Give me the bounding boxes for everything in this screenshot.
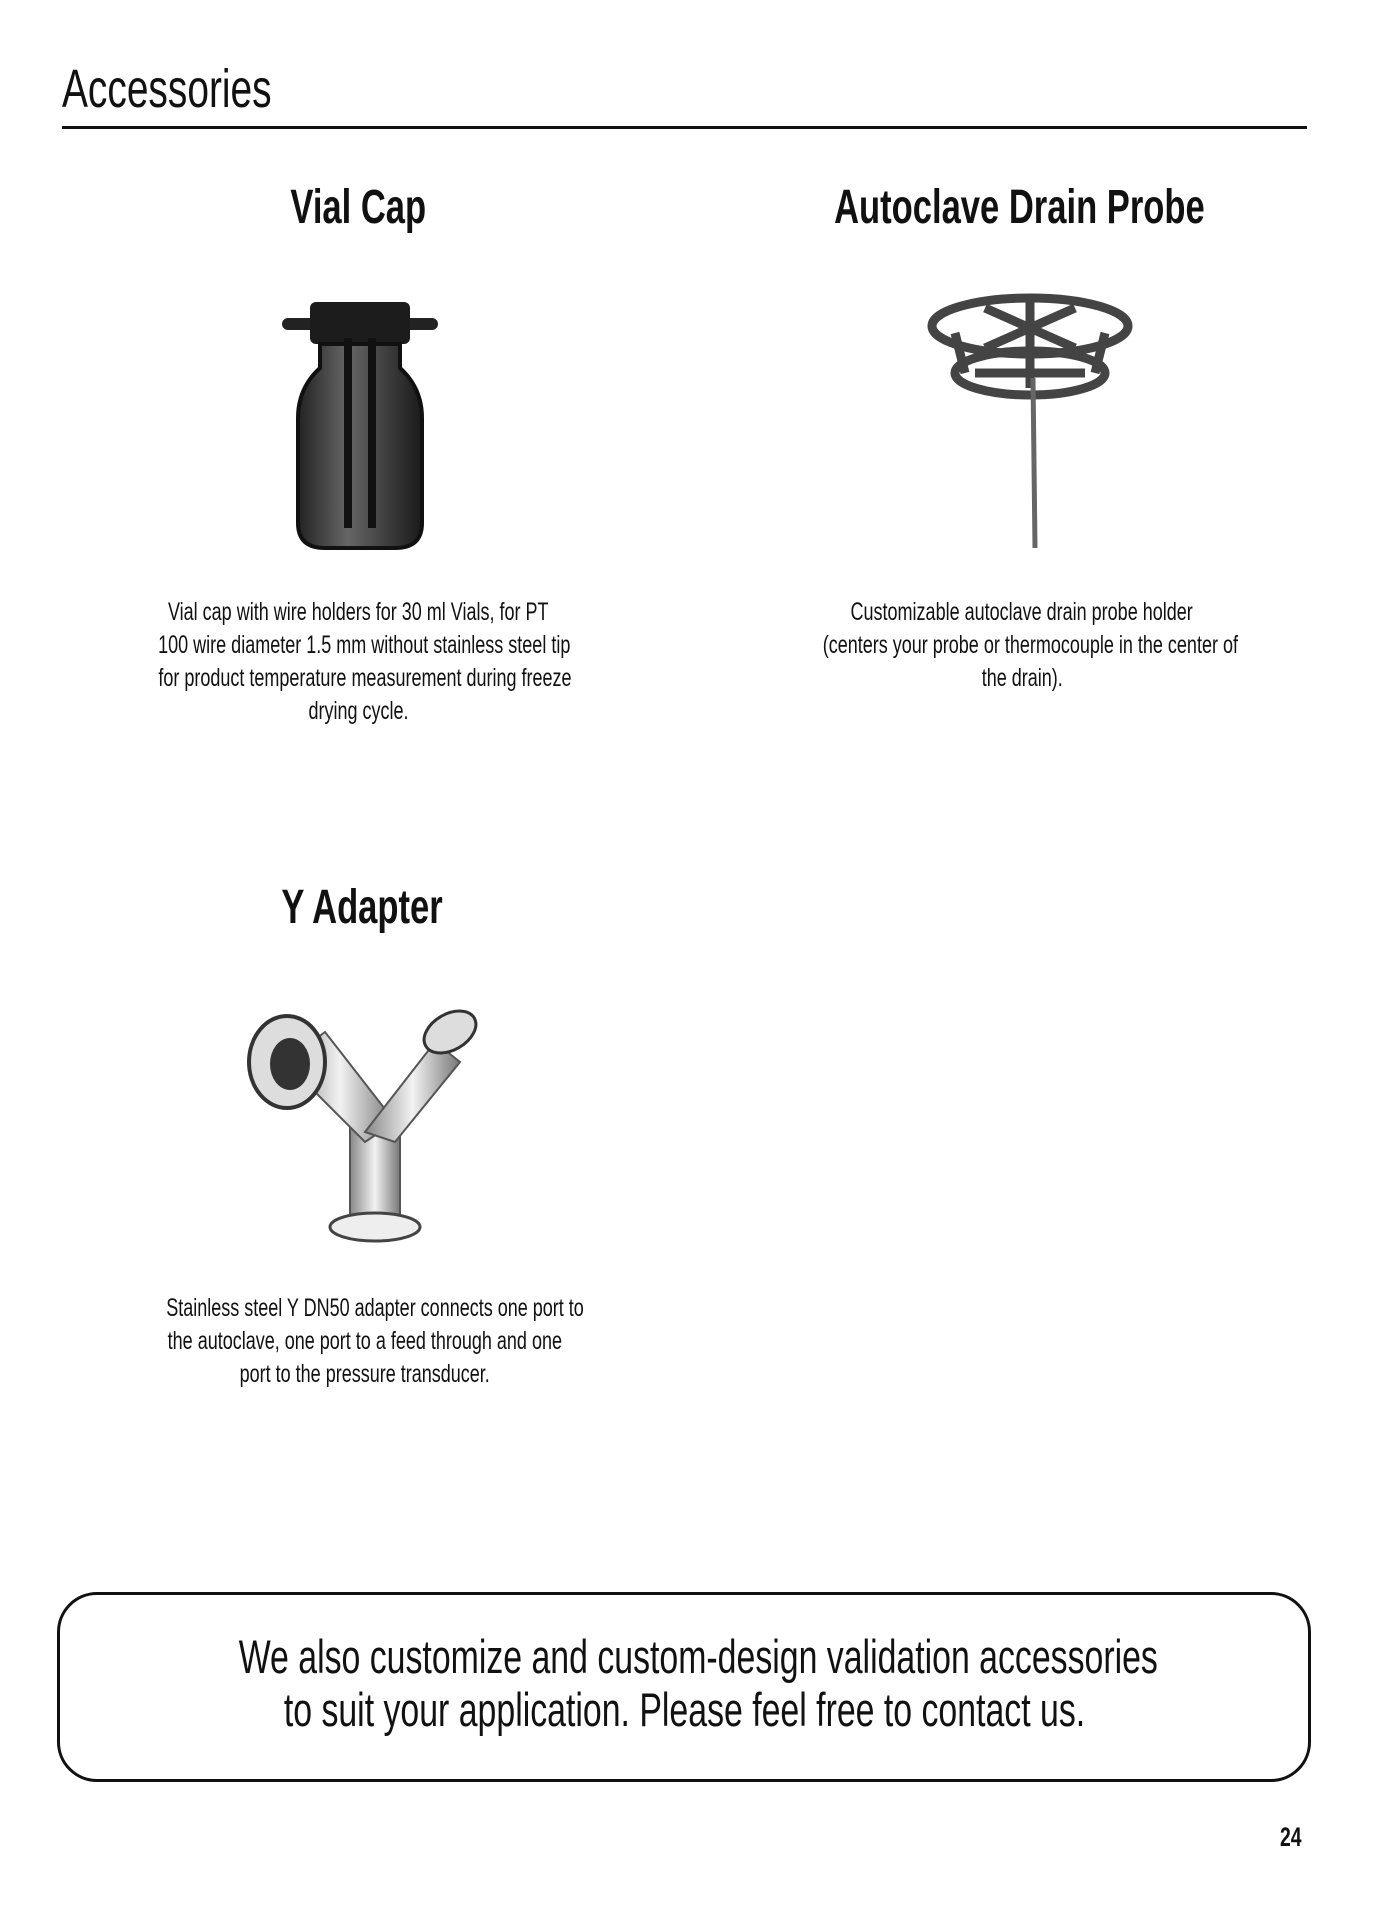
description-line: for product temperature measurement during freeze [158, 664, 572, 692]
callout-line: We also customize and custom-design validation accessories [238, 1630, 1158, 1683]
y-adapter-heading [62, 880, 662, 935]
description-line: Vial cap with wire holders for 30 ml Vials, for PT [167, 598, 549, 626]
title-divider [62, 126, 1307, 129]
description-line: the drain). [981, 664, 1063, 692]
description-line: Customizable autoclave drain probe holder [850, 598, 1194, 626]
y-adapter-heading-text: Y Adapter [281, 881, 443, 934]
description-line: Stainless steel Y DN50 adapter connects one port to [166, 1294, 584, 1322]
y-adapter-description [85, 1292, 645, 1391]
description-line: (centers your probe or thermocouple in the center of [822, 631, 1238, 659]
vial-cap-image [280, 298, 440, 550]
description-line: the autoclave, one port to a feed through and one [167, 1327, 563, 1355]
drain-probe-image [925, 288, 1135, 550]
drain-probe-description [742, 596, 1302, 695]
page-number [1280, 1822, 1310, 1853]
vial-cap-heading [58, 180, 658, 235]
callout-line: to suit your application. Please feel free to contact us. [283, 1683, 1085, 1736]
contact-callout-box [57, 1592, 1311, 1782]
vial-cap-description [78, 596, 638, 728]
drain-probe-heading [719, 180, 1319, 235]
drain-probe-heading-text: Autoclave Drain Probe [833, 181, 1205, 234]
page-title [62, 58, 353, 120]
page-number-text: 24 [1280, 1822, 1302, 1852]
description-line: port to the pressure transducer. [239, 1360, 491, 1388]
page-title-text: Accessories [62, 59, 272, 119]
y-adapter-image [245, 992, 481, 1250]
vial-cap-heading-text: Vial Cap [290, 181, 426, 234]
description-line: drying cycle. [307, 697, 409, 725]
description-line: 100 wire diameter 1.5 mm without stainless steel tip [158, 631, 571, 659]
